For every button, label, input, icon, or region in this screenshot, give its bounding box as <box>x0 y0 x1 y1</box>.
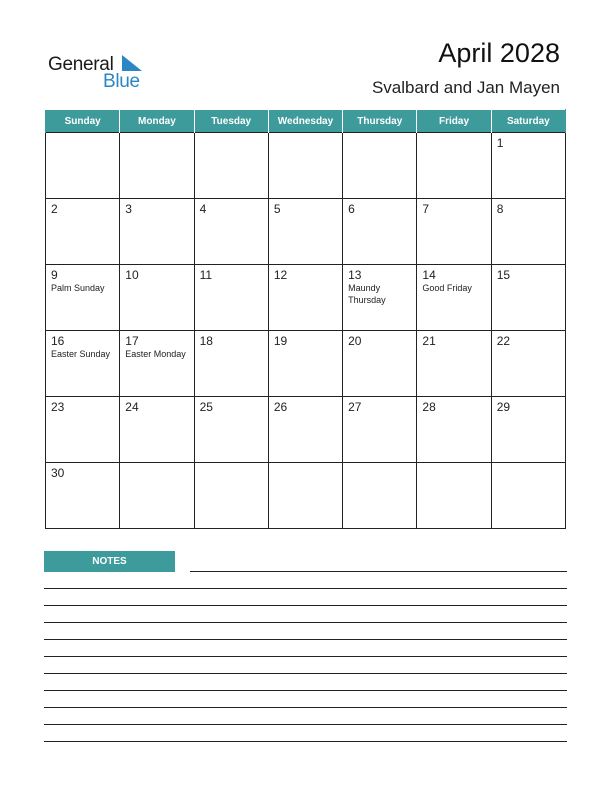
note-line <box>44 639 567 640</box>
calendar-day-cell <box>417 331 491 397</box>
calendar-day-cell <box>491 397 565 463</box>
calendar-day-cell <box>417 133 491 199</box>
day-number: 21 <box>422 334 436 348</box>
day-number: 10 <box>125 268 139 282</box>
calendar-day-cell <box>268 331 342 397</box>
calendar-day-cell <box>343 331 417 397</box>
day-number: 30 <box>51 466 65 480</box>
note-line <box>44 741 567 742</box>
note-line <box>44 656 567 657</box>
note-line <box>190 571 567 572</box>
day-number: 17 <box>125 334 139 348</box>
day-number: 14 <box>422 268 436 282</box>
calendar-day-cell <box>120 265 194 331</box>
day-number: 19 <box>273 334 288 348</box>
note-line <box>44 588 567 589</box>
day-number: 4 <box>199 202 207 216</box>
calendar-day-cell <box>194 133 268 199</box>
calendar-week-row <box>46 331 566 397</box>
calendar-day-cell <box>46 133 120 199</box>
day-number: 5 <box>273 202 281 216</box>
logo-word-general: General <box>48 54 114 75</box>
note-line <box>44 622 567 623</box>
calendar-day-cell <box>491 133 565 199</box>
holiday-label: Good Friday <box>422 283 472 293</box>
holiday-label: Easter Monday <box>125 349 186 359</box>
weekday-header: Saturday <box>491 110 565 133</box>
calendar-day-cell <box>46 199 120 265</box>
calendar-week-row <box>46 199 566 265</box>
day-number: 23 <box>51 400 65 414</box>
calendar-day-cell <box>491 265 565 331</box>
calendar-day-cell <box>194 199 268 265</box>
calendar-day-cell <box>268 463 342 529</box>
page-subtitle: Svalbard and Jan Mayen <box>371 78 560 97</box>
calendar-day-cell <box>46 331 120 397</box>
calendar-day-cell <box>120 331 194 397</box>
calendar-day-cell <box>343 133 417 199</box>
day-number: 11 <box>199 268 213 282</box>
calendar-body <box>46 133 566 529</box>
calendar-day-cell <box>46 463 120 529</box>
day-number: 13 <box>348 268 362 282</box>
weekday-header: Tuesday <box>194 110 268 133</box>
day-number: 16 <box>51 334 65 348</box>
calendar-day-cell <box>417 265 491 331</box>
weekday-header-row <box>46 110 566 133</box>
logo-flag-icon <box>122 55 142 71</box>
calendar-day-cell <box>46 265 120 331</box>
day-number: 22 <box>496 334 511 348</box>
calendar-day-cell <box>268 397 342 463</box>
day-number: 27 <box>348 400 362 414</box>
general-blue-logo <box>48 52 158 92</box>
note-line <box>44 690 567 691</box>
calendar-day-cell <box>46 397 120 463</box>
calendar-day-cell <box>120 463 194 529</box>
calendar-day-cell <box>194 397 268 463</box>
day-number: 8 <box>496 202 504 216</box>
calendar-day-cell <box>417 463 491 529</box>
calendar-day-cell <box>268 265 342 331</box>
calendar-day-cell <box>491 331 565 397</box>
notes-label: NOTES <box>44 551 175 572</box>
calendar-day-cell <box>120 133 194 199</box>
day-number: 28 <box>422 400 436 414</box>
day-number: 3 <box>125 202 132 216</box>
note-line <box>44 724 567 725</box>
calendar-day-cell <box>491 199 565 265</box>
calendar-week-row <box>46 463 566 529</box>
calendar-week-row <box>46 265 566 331</box>
calendar-week-row <box>46 397 566 463</box>
holiday-label: Maundy Thursday <box>348 283 386 305</box>
note-line <box>44 673 567 674</box>
calendar-day-cell <box>120 397 194 463</box>
calendar-day-cell <box>417 199 491 265</box>
calendar-week-row <box>46 133 566 199</box>
calendar-day-cell <box>194 463 268 529</box>
calendar-day-cell <box>194 331 268 397</box>
day-number: 26 <box>273 400 288 414</box>
weekday-header: Wednesday <box>268 110 342 133</box>
page-title: April 2028 <box>438 38 560 68</box>
weekday-header: Monday <box>120 110 194 133</box>
day-number: 18 <box>199 334 213 348</box>
day-number: 15 <box>496 268 511 282</box>
day-number: 7 <box>422 202 430 216</box>
weekday-header: Friday <box>417 110 491 133</box>
calendar-day-cell <box>194 265 268 331</box>
day-number: 24 <box>125 400 139 414</box>
note-line <box>44 707 567 708</box>
calendar-day-cell <box>268 133 342 199</box>
day-number: 20 <box>348 334 362 348</box>
calendar-day-cell <box>417 397 491 463</box>
weekday-header: Sunday <box>46 110 120 133</box>
holiday-label: Palm Sunday <box>51 283 105 293</box>
day-number: 1 <box>496 136 504 150</box>
calendar-day-cell <box>268 199 342 265</box>
calendar-day-cell <box>120 199 194 265</box>
day-number: 25 <box>199 400 213 414</box>
logo-word-blue: Blue <box>103 71 140 92</box>
day-number: 12 <box>273 268 288 282</box>
day-number: 6 <box>348 202 355 216</box>
weekday-header: Thursday <box>343 110 417 133</box>
holiday-label: Easter Sunday <box>51 349 111 359</box>
day-number: 29 <box>496 400 511 414</box>
calendar-day-cell <box>343 397 417 463</box>
note-line <box>44 605 567 606</box>
day-number: 9 <box>51 268 58 282</box>
calendar-grid <box>45 109 566 529</box>
calendar-day-cell <box>343 199 417 265</box>
calendar-day-cell <box>343 463 417 529</box>
calendar-day-cell <box>343 265 417 331</box>
day-number: 2 <box>51 202 58 216</box>
calendar-day-cell <box>491 463 565 529</box>
